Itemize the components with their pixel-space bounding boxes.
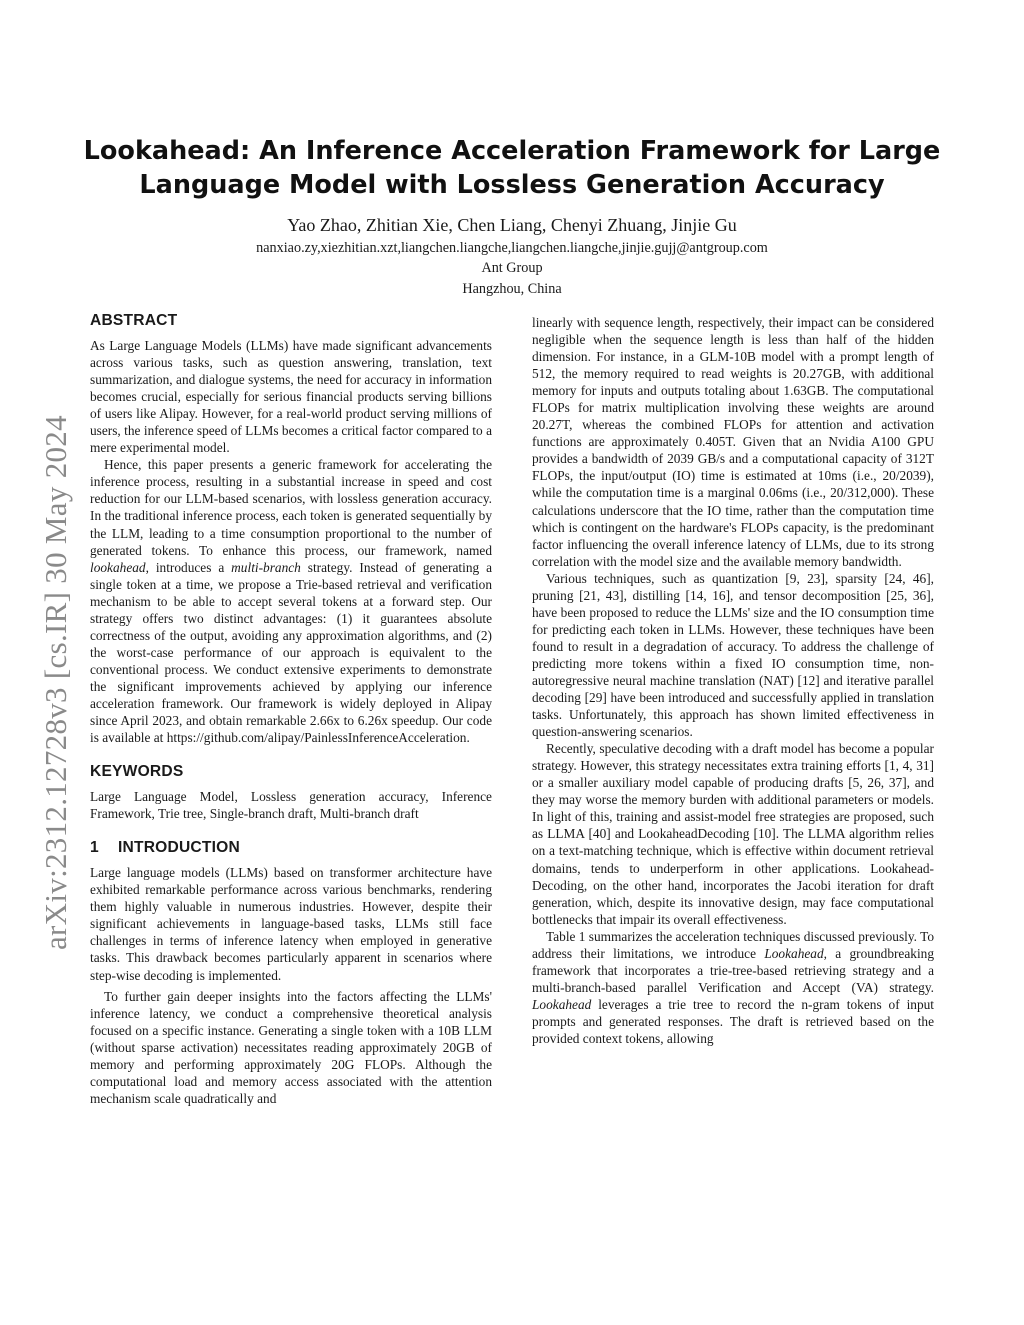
right-paragraph-1: linearly with sequence length, respectively, their impact can be considered negligible when the sequence length is less than half of the hidden dimension. For instance, in a GLM-10B model with a prompt length of 512, the memory required to read weights is 20.27GB, with additional memory for inputs and outputs totaling about 1.63GB. The computational FLOPs for matrix multiplication involving these weights are around 20.27T, whereas the combined FLOPs for attention and activation functions are approximately 0.405T. Given that an Nvidia A100 GPU provides a bandwidth of 2039 GB/s and a computational capacity of 312T FLOPs, the input/output (IO) time is estimated at 10ms (i.e., 20/2039), while the computation time is a marginal 0.06ms (i.e., 20/312,000). These calculations underscore that the IO time, rather than the computation time which is contingent on the hardware's FLOPs capacity, is the predominant factor influencing the overall inference latency of LLMs, due to its strong correlation with the model size and the available memory bandwidth.: [532, 315, 934, 569]
right-paragraph-2: Various techniques, such as quantization [9, 23], sparsity [24, 46], pruning [21, 43], distilling [14, 16], and tensor decomposition [25, 36], have been proposed to reduce the LLMs' size and the IO consumption time for predicting each token in LLMs. However, these techniques have been found to result in a degradation of accuracy. To address the challenge of predicting more tokens within a fixed IO consumption time, non-autoregressive neural machine translation (NAT) [12] and iterative parallel decoding [29] have been introduced and successfully applied in translation tasks. Unfortunately, this approach has shown limited effectiveness in question-answering scenarios.: [532, 570, 934, 740]
right-p4-text-c: leverages a trie tree to record the n-gram tokens of input prompts and generated responses. The draft is retrieved based on the provided context tokens, allowing: [532, 996, 934, 1046]
intro-paragraph-1: Large language models (LLMs) based on transformer architecture have exhibited remarkable performance across various benchmarks, rendering them highly valuable in numerous industries. However, despite their significant achievements in language-based tasks, LLMs still face challenges in terms of inference latency when employed in generative tasks. This drawback becomes particularly apparent in scenarios where step-wise decoding is implemented.: [90, 865, 492, 983]
introduction-section: [90, 838, 492, 1107]
keywords-text: Large Language Model, Lossless generation accuracy, Inference Framework, Trie tree, Single-branch draft, Multi-branch draft: [90, 789, 492, 822]
abstract-p2-emphasis-multibranch: multi-branch: [231, 559, 301, 575]
left-column: [90, 311, 492, 1123]
paper-title: [60, 134, 964, 202]
abstract-p2-emphasis-lookahead: lookahead: [90, 559, 146, 575]
right-p4-emphasis-1: Lookahead: [764, 945, 824, 961]
abstract-p2-text-c: strategy. Instead of generating a single token at a time, we propose a Trie-based retrieval and verification mechanism to be able to accept several tokens at a forward step. Our strategy offers two distinct advantages: (1) it guarantees absolute correctness of the output, avoiding any approximation algorithms, and (2) the worst-case performance of our approach is equivalent to the conventional process. We conduct extensive experiments to demonstrate the significant improvements achieved by applying our inference acceleration framework. Our framework is widely deployed in Alipay since April 2023, and obtain remarkable 2.66x to 6.26x speedup. Our code is available at https://github.com/alipay/PainlessInferenceAcceleration.: [90, 559, 492, 746]
location: Hangzhou, China: [462, 281, 562, 297]
right-p4-emphasis-2: Lookahead: [532, 996, 592, 1012]
arxiv-identifier: arXiv:2312.12728v3 [cs.IR] 30 May 2024: [38, 415, 73, 950]
abstract-section: [90, 311, 492, 746]
author-list: Yao Zhao, Zhitian Xie, Chen Liang, Chenyi Zhuang, Jinjie Gu: [287, 215, 737, 235]
section-title: INTRODUCTION: [118, 839, 240, 857]
title-line-2: Language Model with Lossless Generation Accuracy: [139, 170, 885, 200]
right-paragraph-3: Recently, speculative decoding with a draft model has become a popular strategy. However, this strategy necessitates extra training efforts [1, 4, 31] or a smaller auxiliary model capable of producing drafts [5, 26, 37], and they may worse the memory burden with additional parameters or models. In light of this, training and assist-model free strategies are proposed, such as LLMA [40] and LookaheadDecoding [10]. The LLMA algorithm relies on a text-matching technique, which is effective within document retrieval domains, tends to underperform in other applications. Lookahead-Decoding, on the other hand, incorporates the Jacobi iteration for draft generation, which, despite its innovative design, may face computational bottlenecks that impair its overall effectiveness.: [532, 741, 934, 927]
right-column: [532, 314, 934, 1047]
right-p4-text-b: , a groundbreaking framework that incorporates a trie-tree-based retrieving strategy and a multi-branch-based parallel Verification and Accept (VA) strategy.: [532, 945, 934, 995]
keywords-heading: KEYWORDS: [90, 763, 184, 781]
abstract-heading: ABSTRACT: [90, 312, 178, 329]
affiliation: Ant Group: [481, 260, 543, 276]
title-line-1: Lookahead: An Inference Acceleration Framework for Large: [83, 136, 941, 166]
author-emails: nanxiao.zy,xiezhitian.xzt,liangchen.liangche,liangchen.liangche,jinjie.gujj@antgroup.com: [256, 240, 768, 256]
abstract-p2-text-b: , introduces a: [145, 559, 232, 575]
section-number: 1: [90, 839, 99, 857]
abstract-paragraph-2: [90, 456, 492, 746]
introduction-heading: [90, 838, 492, 858]
intro-paragraph-2: To further gain deeper insights into the factors affecting the LLMs' inference latency, we conduct a comprehensive theoretical analysis focused on a specific instance. Generating a single token with a 10B LLM (without sparse activation) necessitates reading approximately 20GB of memory and performing approximately 20G FLOPs. Although the computational load and memory access associated with the attention mechanism scale quadratically and: [90, 988, 492, 1106]
keywords-section: [90, 762, 492, 822]
right-paragraph-4: [532, 928, 934, 1047]
abstract-paragraph-1: As Large Language Models (LLMs) have made significant advancements across various tasks, such as question answering, translation, text summarization, and dialogue systems, the need for accuracy in information becomes crucial, especially for serious financial products serving billions of users like Alipay. However, for a real-world product serving millions of users, the inference speed of LLMs becomes a critical factor compared to a mere experimental model.: [90, 338, 492, 456]
abstract-p2-text-a: Hence, this paper presents a generic framework for accelerating the inference process, resulting in a substantial increase in speed and cost reduction for our LLM-based scenarios, with lossless generation accuracy. In the traditional inference process, each token is generated sequentially by the LLM, leading to a time consumption proportional to the number of generated tokens. To enhance this process, our framework, named: [90, 457, 492, 558]
right-p4-text-a: Table 1 summarizes the acceleration techniques discussed previously. To address their limitations, we introduce: [532, 928, 934, 961]
